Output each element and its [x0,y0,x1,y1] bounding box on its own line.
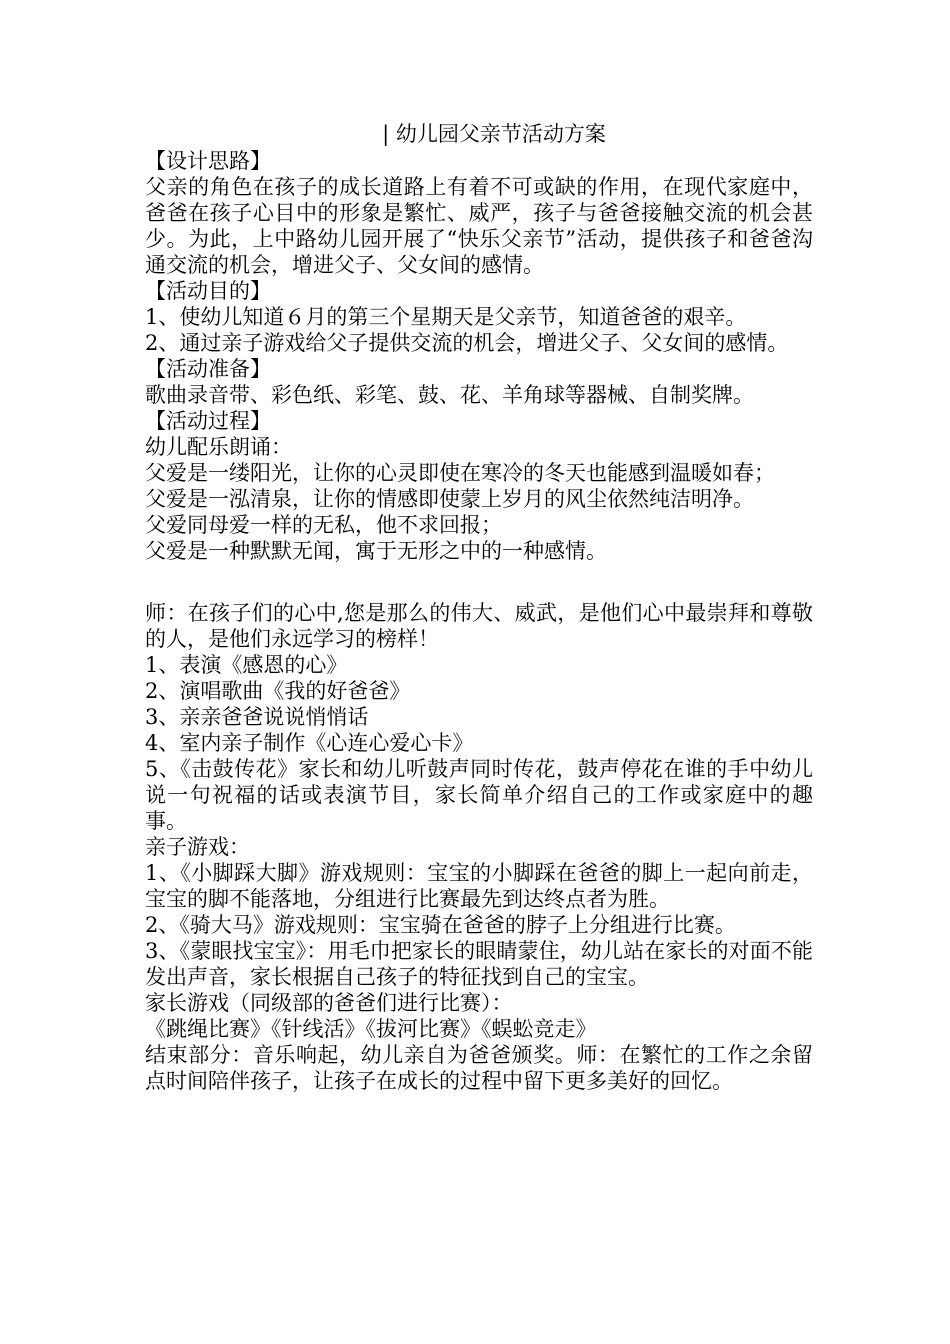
game-item-3: 3、《蒙眼找宝宝》：用毛巾把家长的眼睛蒙住，幼儿站在家长的对面不能发出声音，家长根据自己孩子的特征找到自己的宝宝。 [145,939,813,989]
process-heading: 【活动过程】 [145,409,271,433]
ending-paragraph: 结束部分：音乐响起，幼儿亲自为爸爸颁奖。师：在繁忙的工作之余留点时间陪伴孩子，让孩子在成长的过程中留下更多美好的回忆。 [145,1043,813,1093]
design-paragraph: 父亲的角色在孩子的成长道路上有着不可或缺的作用，在现代家庭中，爸爸在孩子心目中的形象是繁忙、威严，孩子与爸爸接触交流的机会甚少。为此，上中路幼儿园开展了“快乐父亲节”活动，提供孩子和爸爸沟通交流的机会，增进父子、父女间的感情。 [145,175,813,277]
parent-game-list: 《跳绳比赛》《针线活》《拔河比赛》《蜈蚣竞走》 [145,1017,597,1041]
paragraph-spacer [145,564,813,600]
program-item-4: 4、室内亲子制作《心连心爱心卡》 [145,731,474,755]
goal-item-1: 1、使幼儿知道６月的第三个星期天是父亲节，知道爸爸的艰辛。 [145,305,747,329]
game-item-2: 2、《骑大马》游戏规则：宝宝骑在爸爸的脖子上分组进行比赛。 [145,913,736,937]
program-item-3: 3、亲亲爸爸说说悄悄话 [145,705,369,729]
program-item-5: 5、《击鼓传花》家长和幼儿听鼓声同时传花，鼓声停花在谁的手中幼儿说一句祝福的话或表演节目，家长简单介绍自己的工作或家庭中的趣事。 [145,757,813,833]
goal-heading: 【活动目的】 [145,279,271,303]
recite-line-1: 父爱是一缕阳光，让你的心灵即使在寒冷的冬天也能感到温暖如春； [145,461,775,485]
prep-heading: 【活动准备】 [145,357,271,381]
game-item-1: 1、《小脚踩大脚》游戏规则：宝宝的小脚踩在爸爸的脚上一起向前走，宝宝的脚不能落地，分组进行比赛最先到达终点者为胜。 [145,861,813,911]
parent-child-game-heading: 亲子游戏： [145,835,250,859]
recite-line-4: 父爱是一种默默无闻，寓于无形之中的一种感情。 [145,539,607,563]
recite-intro: 幼儿配乐朗诵： [145,435,292,459]
program-item-1: 1、表演《感恩的心》 [145,653,348,677]
recite-line-3: 父爱同母爱一样的无私，他不求回报； [145,513,502,537]
prep-paragraph: 歌曲录音带、彩色纸、彩笔、鼓、花、羊角球等器械、自制奖牌。 [145,383,754,407]
document-page [145,120,813,1094]
document-title: | 幼儿园父亲节活动方案 [382,122,606,146]
design-heading: 【设计思路】 [145,149,271,173]
teacher-paragraph: 师：在孩子们的心中,您是那么的伟大、威武，是他们心中最崇拜和尊敬的人，是他们永远学习的榜样！ [145,601,813,651]
program-item-2: 2、演唱歌曲《我的好爸爸》 [145,679,411,703]
parent-game-heading: 家长游戏（同级部的爸爸们进行比赛）： [145,991,513,1015]
recite-line-2: 父爱是一泓清泉，让你的情感即使蒙上岁月的风尘依然纯洁明净。 [145,487,754,511]
goal-item-2: 2、通过亲子游戏给父子提供交流的机会，增进父子、父女间的感情。 [145,331,789,355]
